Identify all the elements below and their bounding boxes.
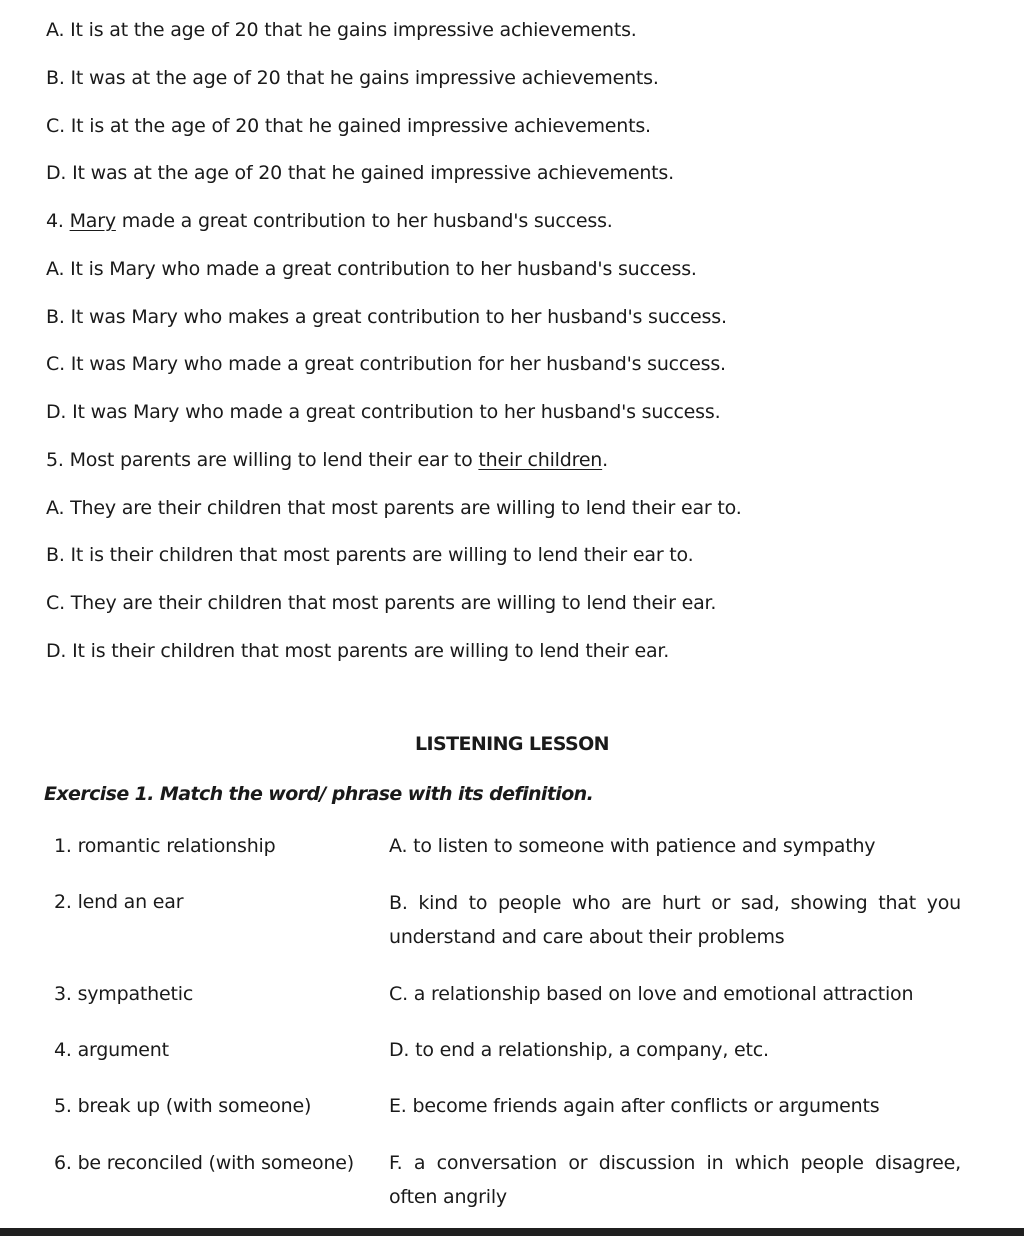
definition-item: B. kind to people who are hurt or sad, showing that you understand and care about their problems	[389, 892, 961, 948]
question-4: 4. Mary made a great contribution to her husband's success.	[46, 210, 613, 232]
q5-option-d: D. It is their children that most parents are willing to lend their ear.	[46, 640, 670, 662]
question-5: 5. Most parents are willing to lend their ear to their children.	[46, 449, 608, 471]
term-item: 2. lend an ear	[54, 891, 184, 913]
term-item: 5. break up (with someone)	[54, 1095, 312, 1117]
q5-underlined-object: their children	[478, 449, 603, 471]
q4-option-d: D. It was Mary who made a great contribution to her husband's success.	[46, 401, 721, 423]
q3-option-b: B. It was at the age of 20 that he gains impressive achievements.	[46, 67, 659, 89]
q3-option-c: C. It is at the age of 20 that he gained impressive achievements.	[46, 115, 651, 137]
q4-underlined-subject: Mary	[69, 210, 116, 232]
q5-option-b: B. It is their children that most parents are willing to lend their ear to.	[46, 544, 694, 566]
q5-option-a: A. They are their children that most parents are willing to lend their ear to.	[46, 497, 742, 519]
q3-option-d: D. It was at the age of 20 that he gained impressive achievements.	[46, 162, 674, 184]
definition-item: F. a conversation or discussion in which people disagree, often angrily	[389, 1152, 961, 1208]
q4-option-b: B. It was Mary who makes a great contribution to her husband's success.	[46, 306, 727, 328]
definition-item: A. to listen to someone with patience and sympathy	[389, 835, 876, 857]
exercise-instruction: Exercise 1. Match the word/ phrase with its definition.	[44, 783, 594, 805]
term-item: 6. be reconciled (with someone)	[54, 1152, 354, 1174]
definition-item: D. to end a relationship, a company, etc.	[389, 1039, 769, 1061]
section-heading: LISTENING LESSON	[415, 733, 609, 755]
term-item: 3. sympathetic	[54, 983, 194, 1005]
q4-option-a: A. It is Mary who made a great contribution to her husband's success.	[46, 258, 697, 280]
q5-option-c: C. They are their children that most parents are willing to lend their ear.	[46, 592, 717, 614]
page-bottom-border	[0, 1228, 1024, 1236]
term-item: 1. romantic relationship	[54, 835, 276, 857]
definition-item: C. a relationship based on love and emotional attraction	[389, 983, 914, 1005]
term-item: 4. argument	[54, 1039, 169, 1061]
definition-item: E. become friends again after conflicts or arguments	[389, 1095, 880, 1117]
q3-option-a: A. It is at the age of 20 that he gains impressive achievements.	[46, 19, 637, 41]
q4-option-c: C. It was Mary who made a great contribution for her husband's success.	[46, 353, 726, 375]
